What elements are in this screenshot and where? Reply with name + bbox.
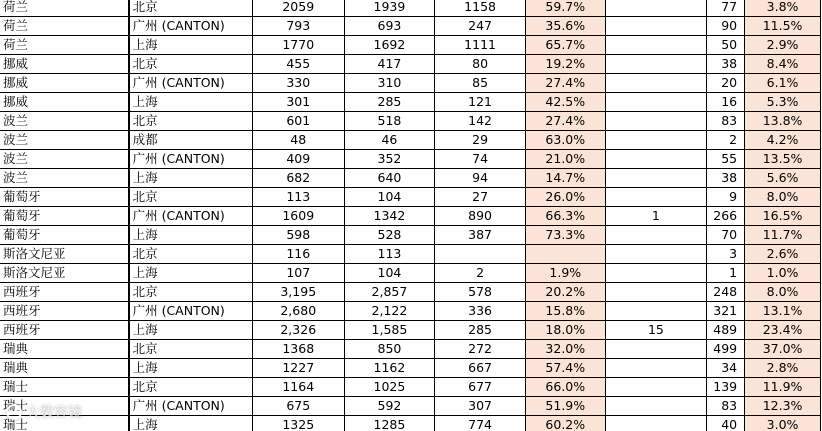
value-cell-4[interactable]: 16 xyxy=(707,93,745,112)
value-cell-2[interactable]: 46 xyxy=(344,131,435,150)
value-cell-1[interactable]: 1164 xyxy=(252,378,344,397)
country-cell[interactable]: 瑞士 xyxy=(0,416,129,431)
value-cell-2[interactable]: 592 xyxy=(344,397,435,416)
value-cell-3[interactable]: 774 xyxy=(435,416,526,431)
value-cell-2[interactable]: 1692 xyxy=(344,36,435,55)
table-row xyxy=(0,321,821,340)
extra-cell[interactable] xyxy=(605,416,706,431)
city-cell[interactable]: 上海 xyxy=(129,359,253,378)
percent-cell-1[interactable]: 20.2% xyxy=(525,283,605,302)
city-cell[interactable]: 北京 xyxy=(129,378,253,397)
value-cell-4[interactable]: 139 xyxy=(707,378,745,397)
percent-cell-1[interactable]: 26.0% xyxy=(525,188,605,207)
value-cell-3[interactable]: 2 xyxy=(435,264,526,283)
value-cell-4[interactable]: 1 xyxy=(707,264,745,283)
value-cell-4[interactable]: 9 xyxy=(707,188,745,207)
value-cell-1[interactable]: 1325 xyxy=(252,416,344,431)
value-cell-1[interactable]: 682 xyxy=(252,169,344,188)
value-cell-3[interactable]: 80 xyxy=(435,55,526,74)
value-cell-2[interactable]: 1939 xyxy=(344,0,435,17)
city-cell[interactable]: 上海 xyxy=(129,321,253,340)
value-cell-1[interactable]: 301 xyxy=(252,93,344,112)
value-cell-3[interactable]: 1158 xyxy=(435,0,526,17)
value-cell-3[interactable]: 890 xyxy=(435,207,526,226)
percent-cell-1[interactable] xyxy=(525,245,605,264)
value-cell-3[interactable]: 667 xyxy=(435,359,526,378)
country-cell[interactable]: 瑞典 xyxy=(0,340,129,359)
value-cell-3[interactable]: 336 xyxy=(435,302,526,321)
percent-cell-2[interactable]: 4.2% xyxy=(745,131,821,150)
value-cell-3[interactable]: 27 xyxy=(435,188,526,207)
percent-cell-1[interactable]: 66.0% xyxy=(525,378,605,397)
watermark-text: 大数容镜 xyxy=(26,405,82,421)
value-cell-2[interactable]: 113 xyxy=(344,245,435,264)
value-cell-3[interactable]: 74 xyxy=(435,150,526,169)
country-cell[interactable]: 瑞士 xyxy=(0,397,129,416)
table-row xyxy=(0,283,821,302)
country-cell[interactable]: 荷兰 xyxy=(0,0,129,17)
percent-cell-1[interactable]: 73.3% xyxy=(525,226,605,245)
extra-cell[interactable] xyxy=(605,17,706,36)
value-cell-1[interactable]: 1609 xyxy=(252,207,344,226)
value-cell-2[interactable]: 850 xyxy=(344,340,435,359)
percent-cell-1[interactable]: 27.4% xyxy=(525,112,605,131)
value-cell-2[interactable]: 2,857 xyxy=(344,283,435,302)
value-cell-1[interactable]: 1227 xyxy=(252,359,344,378)
extra-cell[interactable] xyxy=(605,283,706,302)
city-cell[interactable]: 上海 xyxy=(129,264,253,283)
city-cell[interactable]: 上海 xyxy=(129,169,253,188)
city-cell[interactable]: 成都 xyxy=(129,131,253,150)
value-cell-3[interactable]: 677 xyxy=(435,378,526,397)
value-cell-1[interactable]: 107 xyxy=(252,264,344,283)
extra-cell[interactable] xyxy=(605,245,706,264)
value-cell-3[interactable]: 285 xyxy=(435,321,526,340)
value-cell-4[interactable]: 499 xyxy=(707,340,745,359)
value-cell-4[interactable]: 38 xyxy=(707,55,745,74)
percent-cell-2[interactable]: 13.8% xyxy=(745,112,821,131)
extra-cell[interactable] xyxy=(605,93,706,112)
value-cell-4[interactable]: 83 xyxy=(707,397,745,416)
extra-cell[interactable] xyxy=(605,397,706,416)
value-cell-1[interactable]: 330 xyxy=(252,74,344,93)
percent-cell-2[interactable]: 11.9% xyxy=(745,378,821,397)
value-cell-1[interactable]: 3,195 xyxy=(252,283,344,302)
city-cell[interactable]: 广州 (CANTON) xyxy=(129,150,253,169)
value-cell-1[interactable]: 2,680 xyxy=(252,302,344,321)
extra-cell[interactable]: 1 xyxy=(605,207,706,226)
city-cell[interactable]: 北京 xyxy=(129,188,253,207)
value-cell-2[interactable]: 518 xyxy=(344,112,435,131)
value-cell-1[interactable]: 1368 xyxy=(252,340,344,359)
percent-cell-1[interactable]: 63.0% xyxy=(525,131,605,150)
value-cell-3[interactable]: 578 xyxy=(435,283,526,302)
table-row xyxy=(0,226,821,245)
table-row xyxy=(0,264,821,283)
percent-cell-1[interactable]: 65.7% xyxy=(525,36,605,55)
country-cell[interactable]: 葡萄牙 xyxy=(0,207,129,226)
country-cell[interactable]: 荷兰 xyxy=(0,36,129,55)
city-cell[interactable]: 广州 (CANTON) xyxy=(129,207,253,226)
percent-cell-1[interactable]: 15.8% xyxy=(525,302,605,321)
extra-cell[interactable] xyxy=(605,131,706,150)
extra-cell[interactable] xyxy=(605,0,706,17)
value-cell-2[interactable]: 1,585 xyxy=(344,321,435,340)
percent-cell-2[interactable]: 23.4% xyxy=(745,321,821,340)
country-cell[interactable]: 波兰 xyxy=(0,112,129,131)
value-cell-4[interactable]: 70 xyxy=(707,226,745,245)
country-cell[interactable]: 挪威 xyxy=(0,74,129,93)
value-cell-2[interactable]: 640 xyxy=(344,169,435,188)
table-row xyxy=(0,74,821,93)
percent-cell-2[interactable]: 5.3% xyxy=(745,93,821,112)
value-cell-3[interactable]: 1111 xyxy=(435,36,526,55)
percent-cell-1[interactable]: 32.0% xyxy=(525,340,605,359)
table-row xyxy=(0,340,821,359)
extra-cell[interactable]: 15 xyxy=(605,321,706,340)
value-cell-1[interactable]: 793 xyxy=(252,17,344,36)
percent-cell-2[interactable]: 3.0% xyxy=(745,416,821,431)
value-cell-1[interactable]: 2,326 xyxy=(252,321,344,340)
percent-cell-1[interactable]: 51.9% xyxy=(525,397,605,416)
percent-cell-2[interactable]: 3.8% xyxy=(745,0,821,17)
extra-cell[interactable] xyxy=(605,359,706,378)
country-cell[interactable]: 斯洛文尼亚 xyxy=(0,245,129,264)
city-cell[interactable]: 上海 xyxy=(129,416,253,431)
value-cell-2[interactable]: 1342 xyxy=(344,207,435,226)
country-cell[interactable]: 瑞士 xyxy=(0,378,129,397)
percent-cell-2[interactable]: 13.5% xyxy=(745,150,821,169)
value-cell-4[interactable]: 50 xyxy=(707,36,745,55)
value-cell-3[interactable]: 387 xyxy=(435,226,526,245)
percent-cell-2[interactable]: 2.6% xyxy=(745,245,821,264)
percent-cell-2[interactable]: 1.0% xyxy=(745,264,821,283)
percent-cell-2[interactable]: 8.0% xyxy=(745,283,821,302)
table-row xyxy=(0,245,821,264)
value-cell-2[interactable]: 104 xyxy=(344,264,435,283)
value-cell-1[interactable]: 675 xyxy=(252,397,344,416)
extra-cell[interactable] xyxy=(605,74,706,93)
table-row xyxy=(0,36,821,55)
extra-cell[interactable] xyxy=(605,340,706,359)
table-row xyxy=(0,131,821,150)
country-cell[interactable]: 西班牙 xyxy=(0,283,129,302)
value-cell-3[interactable]: 94 xyxy=(435,169,526,188)
value-cell-4[interactable]: 489 xyxy=(707,321,745,340)
value-cell-1[interactable]: 601 xyxy=(252,112,344,131)
value-cell-2[interactable]: 1025 xyxy=(344,378,435,397)
value-cell-3[interactable]: 29 xyxy=(435,131,526,150)
city-cell[interactable]: 北京 xyxy=(129,245,253,264)
extra-cell[interactable] xyxy=(605,188,706,207)
extra-cell[interactable] xyxy=(605,302,706,321)
value-cell-4[interactable]: 2 xyxy=(707,131,745,150)
value-cell-2[interactable]: 1162 xyxy=(344,359,435,378)
value-cell-4[interactable]: 248 xyxy=(707,283,745,302)
value-cell-2[interactable]: 310 xyxy=(344,74,435,93)
extra-cell[interactable] xyxy=(605,55,706,74)
value-cell-3[interactable]: 272 xyxy=(435,340,526,359)
value-cell-4[interactable]: 83 xyxy=(707,112,745,131)
percent-cell-2[interactable]: 37.0% xyxy=(745,340,821,359)
value-cell-2[interactable]: 2,122 xyxy=(344,302,435,321)
value-cell-3[interactable] xyxy=(435,245,526,264)
value-cell-3[interactable]: 121 xyxy=(435,93,526,112)
percent-cell-1[interactable]: 57.4% xyxy=(525,359,605,378)
value-cell-4[interactable]: 266 xyxy=(707,207,745,226)
percent-cell-1[interactable]: 66.3% xyxy=(525,207,605,226)
percent-cell-1[interactable]: 59.7% xyxy=(525,0,605,17)
country-cell[interactable]: 波兰 xyxy=(0,150,129,169)
value-cell-1[interactable]: 2059 xyxy=(252,0,344,17)
extra-cell[interactable] xyxy=(605,112,706,131)
country-cell[interactable]: 西班牙 xyxy=(0,302,129,321)
value-cell-1[interactable]: 116 xyxy=(252,245,344,264)
percent-cell-1[interactable]: 14.7% xyxy=(525,169,605,188)
value-cell-4[interactable]: 77 xyxy=(707,0,745,17)
value-cell-4[interactable]: 34 xyxy=(707,359,745,378)
table-row xyxy=(0,150,821,169)
extra-cell[interactable] xyxy=(605,226,706,245)
extra-cell[interactable] xyxy=(605,36,706,55)
country-cell[interactable]: 荷兰 xyxy=(0,17,129,36)
percent-cell-1[interactable]: 35.6% xyxy=(525,17,605,36)
percent-cell-1[interactable]: 1.9% xyxy=(525,264,605,283)
percent-cell-2[interactable]: 2.9% xyxy=(745,36,821,55)
city-cell[interactable]: 北京 xyxy=(129,283,253,302)
extra-cell[interactable] xyxy=(605,264,706,283)
table-row xyxy=(0,207,821,226)
value-cell-1[interactable]: 113 xyxy=(252,188,344,207)
percent-cell-2[interactable]: 11.5% xyxy=(745,17,821,36)
value-cell-2[interactable]: 285 xyxy=(344,93,435,112)
extra-cell[interactable] xyxy=(605,169,706,188)
value-cell-2[interactable]: 352 xyxy=(344,150,435,169)
table-row xyxy=(0,397,821,416)
value-cell-2[interactable]: 528 xyxy=(344,226,435,245)
percent-cell-1[interactable]: 60.2% xyxy=(525,416,605,431)
value-cell-2[interactable]: 104 xyxy=(344,188,435,207)
percent-cell-1[interactable]: 42.5% xyxy=(525,93,605,112)
table-row xyxy=(0,302,821,321)
country-cell[interactable]: 波兰 xyxy=(0,169,129,188)
city-cell[interactable]: 北京 xyxy=(129,340,253,359)
table-row xyxy=(0,93,821,112)
table-row xyxy=(0,112,821,131)
value-cell-1[interactable]: 1770 xyxy=(252,36,344,55)
city-cell[interactable]: 上海 xyxy=(129,226,253,245)
table-row xyxy=(0,359,821,378)
value-cell-1[interactable]: 409 xyxy=(252,150,344,169)
country-cell[interactable]: 挪威 xyxy=(0,93,129,112)
percent-cell-1[interactable]: 18.0% xyxy=(525,321,605,340)
table-row xyxy=(0,169,821,188)
table-row xyxy=(0,378,821,397)
city-cell[interactable]: 广州 (CANTON) xyxy=(129,397,253,416)
value-cell-2[interactable]: 1285 xyxy=(344,416,435,431)
value-cell-4[interactable]: 20 xyxy=(707,74,745,93)
city-cell[interactable]: 北京 xyxy=(129,0,253,17)
country-cell[interactable]: 葡萄牙 xyxy=(0,188,129,207)
table-row xyxy=(0,416,821,431)
percent-cell-2[interactable]: 8.4% xyxy=(745,55,821,74)
value-cell-4[interactable]: 3 xyxy=(707,245,745,264)
percent-cell-1[interactable]: 19.2% xyxy=(525,55,605,74)
table-row xyxy=(0,0,821,17)
value-cell-3[interactable]: 142 xyxy=(435,112,526,131)
value-cell-1[interactable]: 598 xyxy=(252,226,344,245)
table-row xyxy=(0,188,821,207)
percent-cell-2[interactable]: 16.5% xyxy=(745,207,821,226)
value-cell-3[interactable]: 247 xyxy=(435,17,526,36)
city-cell[interactable]: 北京 xyxy=(129,112,253,131)
extra-cell[interactable] xyxy=(605,150,706,169)
value-cell-4[interactable]: 40 xyxy=(707,416,745,431)
table-row xyxy=(0,17,821,36)
percent-cell-2[interactable]: 8.0% xyxy=(745,188,821,207)
country-cell[interactable]: 葡萄牙 xyxy=(0,226,129,245)
value-cell-1[interactable]: 48 xyxy=(252,131,344,150)
country-cell[interactable]: 斯洛文尼亚 xyxy=(0,264,129,283)
value-cell-4[interactable]: 321 xyxy=(707,302,745,321)
country-cell[interactable]: 西班牙 xyxy=(0,321,129,340)
percent-cell-2[interactable]: 11.7% xyxy=(745,226,821,245)
percent-cell-1[interactable]: 21.0% xyxy=(525,150,605,169)
extra-cell[interactable] xyxy=(605,378,706,397)
percent-cell-1[interactable]: 27.4% xyxy=(525,74,605,93)
percent-cell-2[interactable]: 6.1% xyxy=(745,74,821,93)
percent-cell-2[interactable]: 2.8% xyxy=(745,359,821,378)
value-cell-2[interactable]: 417 xyxy=(344,55,435,74)
city-cell[interactable]: 北京 xyxy=(129,55,253,74)
value-cell-3[interactable]: 85 xyxy=(435,74,526,93)
value-cell-4[interactable]: 90 xyxy=(707,17,745,36)
percent-cell-2[interactable]: 5.6% xyxy=(745,169,821,188)
city-cell[interactable]: 上海 xyxy=(129,36,253,55)
city-cell[interactable]: 广州 (CANTON) xyxy=(129,302,253,321)
value-cell-4[interactable]: 38 xyxy=(707,169,745,188)
value-cell-1[interactable]: 455 xyxy=(252,55,344,74)
value-cell-3[interactable]: 307 xyxy=(435,397,526,416)
percent-cell-2[interactable]: 13.1% xyxy=(745,302,821,321)
value-cell-2[interactable]: 693 xyxy=(344,17,435,36)
value-cell-4[interactable]: 55 xyxy=(707,150,745,169)
table-row xyxy=(0,55,821,74)
percent-cell-2[interactable]: 12.3% xyxy=(745,397,821,416)
city-cell[interactable]: 广州 (CANTON) xyxy=(129,74,253,93)
city-cell[interactable]: 广州 (CANTON) xyxy=(129,17,253,36)
country-cell[interactable]: 波兰 xyxy=(0,131,129,150)
country-cell[interactable]: 瑞典 xyxy=(0,359,129,378)
country-cell[interactable]: 挪威 xyxy=(0,55,129,74)
city-cell[interactable]: 上海 xyxy=(129,93,253,112)
